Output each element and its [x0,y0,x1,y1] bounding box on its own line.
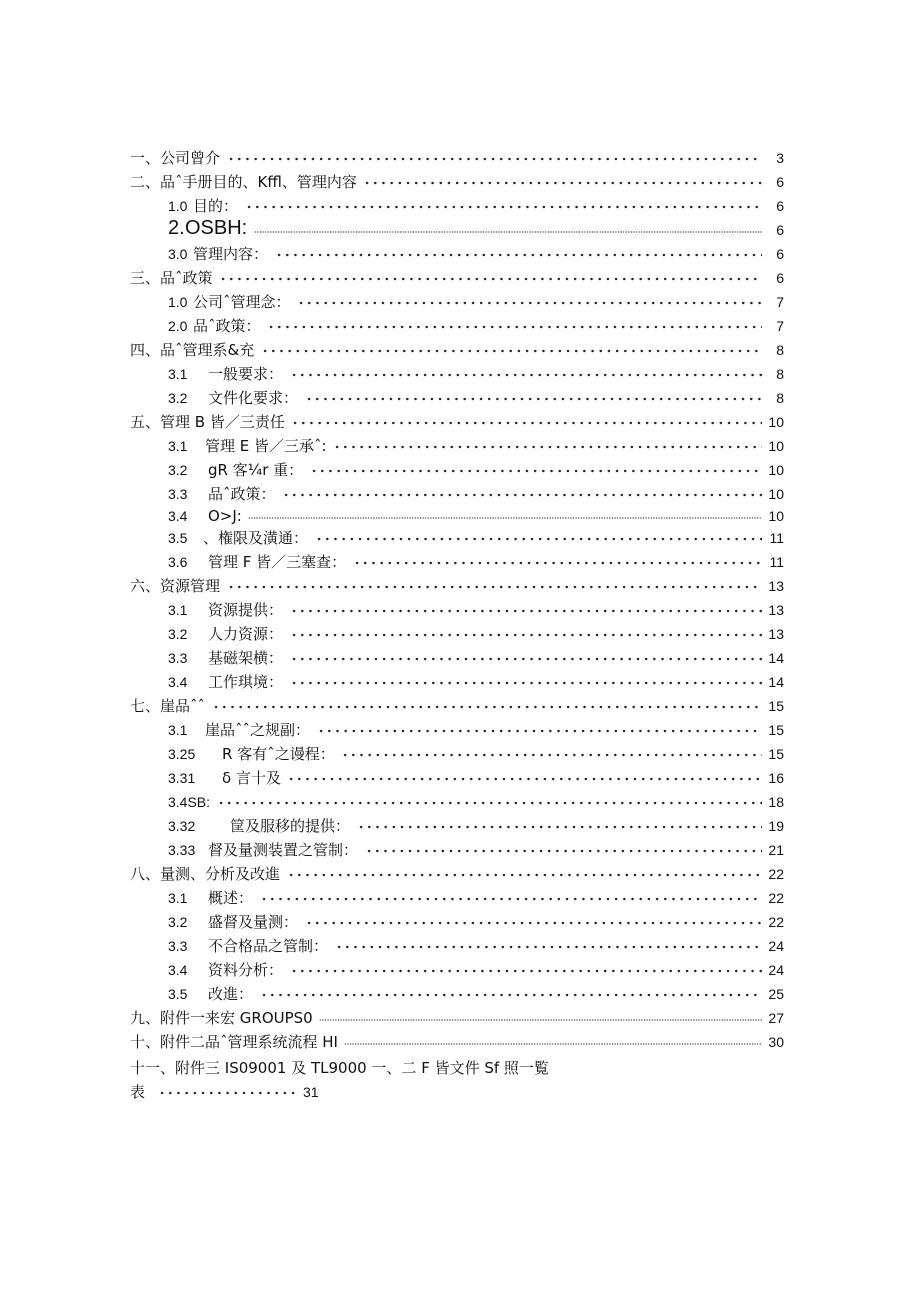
leader-dots [353,561,762,565]
toc-entry [0,959,920,981]
leader-dots [290,681,762,685]
toc-entry [0,243,920,265]
toc-entry-number: 3.1 [168,722,188,738]
toc-entry-title: 五、管理 B 皆／三责任 [130,413,285,431]
leader-dots [365,849,762,853]
toc-entry-title: 一、公司曾介 [130,149,221,167]
toc-entry-title: 三、品ˆ政策 [130,269,213,287]
toc-entry-page: 27 [768,1010,784,1026]
toc-entry-title: 六、资源管理 [130,577,221,595]
toc-entry-page: 22 [768,890,784,906]
toc-entry-page: 10 [768,438,784,454]
leader-dots [267,325,762,329]
toc-entry [0,767,920,789]
toc-entry-title: δ 言十及 [222,769,281,787]
toc-entry-number: 3.1 [168,438,188,454]
toc-entry-title: 筐及服移的提供： [230,817,351,835]
toc-entry-title: 品ˆ政策： [193,317,261,335]
toc-entry-page: 6 [776,174,784,190]
leader-dots [341,753,762,757]
toc-entry-number: 3.5 [168,530,188,546]
toc-entry [0,815,920,837]
toc-entry [0,695,920,717]
toc-entry-title: gR 客¼r 重： [208,461,304,479]
toc-entry-title: O>J: [208,507,242,525]
toc-entry-title: 公司ˆ管理念： [193,293,291,311]
toc-entry [0,551,920,573]
leader-dots [275,253,762,257]
toc-entry-page: 6 [776,198,784,214]
toc-entry-number: 3.2 [168,626,188,642]
toc-entry-number: 3.1 [168,366,188,382]
toc-entry-number: 3.25 [168,746,196,762]
toc-entry-number: 2. [168,217,185,239]
toc-entry-number: 3.6 [168,554,188,570]
toc-entry [0,719,920,741]
toc-entry-number: 3.31 [168,770,196,786]
leader-dots [290,657,762,661]
leader-dots [254,230,762,234]
toc-entry-page: 6 [776,270,784,286]
toc-entry-title: 十、附件二品ˆ管理系统流程 HI [130,1033,338,1051]
toc-entry [0,291,920,313]
toc-entry-page: 3 [776,150,784,166]
leader-dots [357,825,762,829]
toc-entry-number: 3.33 [168,842,196,858]
toc-entry-title: 文件化要求： [208,389,299,407]
toc-entry-title: 四、品ˆ管理系&充 [130,341,255,359]
leader-dots [219,277,762,281]
toc-entry [0,171,920,193]
toc-entry [0,791,920,813]
toc-entry-number: 3.2 [168,914,188,930]
toc-entry-page: 14 [768,674,784,690]
toc-entry [0,483,920,505]
toc-entry [0,147,920,169]
toc-entry-number: 3.3 [168,486,188,502]
toc-entry-title: 目的： [193,197,239,215]
toc-entry-title: 一般要求： [208,365,284,383]
toc-entry-page: 8 [776,342,784,358]
toc-entry [0,505,920,527]
leader-dots [158,1091,300,1095]
toc-entry-page: 7 [776,318,784,334]
toc-entry-page: 14 [768,650,784,666]
toc-entry [0,599,920,621]
toc-entry-page: 8 [776,366,784,382]
toc-entry-page: 8 [776,390,784,406]
toc-entry [0,527,920,549]
leader-dots [315,537,762,541]
leader-dots [335,945,762,949]
toc-entry-title: 不合格品之管制： [208,937,329,955]
toc-entry-page: 11 [769,530,784,546]
toc-entry-page: 13 [768,602,784,618]
leader-dots [297,301,762,305]
leader-dots [227,157,762,161]
leader-dots [282,493,762,497]
toc-entry-title: 、権限及潢通： [203,529,309,547]
toc-entry [0,435,920,457]
toc-entry [0,743,920,765]
toc-entry [0,887,920,909]
toc-entry-number: 3.4SB: [168,794,211,810]
toc-entry-title: 工作琪境： [208,673,284,691]
toc-entry [0,863,920,885]
leader-dots [245,205,762,209]
toc-entry-title: 督及量测装置之管制： [208,841,359,859]
toc-entry [0,671,920,693]
toc-entry-title: 改進： [208,985,254,1003]
leader-dots [305,921,762,925]
toc-entry-title: 资源提供： [208,601,284,619]
leader-dots [212,705,762,709]
toc-entry-page: 22 [768,914,784,930]
toc-entry-number: 3.5 [168,986,188,1002]
toc-entry-number: 3.2 [168,390,188,406]
leader-dots [287,777,762,781]
toc-entry-number: 3.1 [168,890,188,906]
toc-entry-title: 管理 F 皆／三塞查： [208,553,347,571]
leader-dots [333,445,762,449]
toc-entry [0,459,920,481]
leader-dots [227,585,762,589]
toc-entry [0,983,920,1005]
toc-entry [0,623,920,645]
toc-entry-page: 19 [768,818,784,834]
toc-entry [0,195,920,217]
toc-entry [0,911,920,933]
leader-dots [261,349,762,353]
leader-dots [319,1018,762,1022]
toc-entry-page: 7 [776,294,784,310]
toc-entry-page: 6 [776,222,784,238]
leader-dots [217,801,762,805]
toc-entry-page: 30 [768,1034,784,1050]
toc-entry-page: 15 [768,746,784,762]
toc-entry-page: 15 [768,698,784,714]
toc-entry-page: 13 [768,578,784,594]
toc-entry-number: 2.0 [168,318,188,334]
leader-dots [260,993,762,997]
toc-entry-page: 24 [768,938,784,954]
toc-entry [0,647,920,669]
toc-entry-title: 人力资源： [208,625,284,643]
toc-entry-title: 概述： [208,889,254,907]
toc-entry-page: 10 [768,486,784,502]
toc-entry-number: 3.3 [168,938,188,954]
toc-entry-page: 18 [768,794,784,810]
toc-entry-page: 25 [768,986,784,1002]
toc-entry-title: R 客有ˆ之谩程： [222,745,335,763]
toc-entry-title: 基磁架横： [208,649,284,667]
toc-entry-page: 15 [768,722,784,738]
toc-entry-title: 品ˆ政策： [208,485,276,503]
toc-entry-page: 10 [768,462,784,478]
toc-entry-number: 3.4 [168,962,188,978]
toc-entry [0,387,920,409]
leader-dots [290,633,762,637]
leader-dots [344,1042,762,1046]
toc-entry-number: 3.32 [168,818,196,834]
toc-entry-title: 资料分析： [208,961,284,979]
toc-entry-page: 6 [776,246,784,262]
leader-dots [248,516,762,520]
leader-dots [287,873,762,877]
leader-dots [290,609,762,613]
toc-entry [0,1007,920,1029]
toc-entry-page: 10 [768,508,784,524]
toc-entry [0,219,920,241]
leader-dots [310,469,762,473]
toc-entry-number: 3.2 [168,462,188,478]
toc-entry [0,935,920,957]
toc-entry-page: 21 [768,842,784,858]
toc-entry [0,315,920,337]
leader-dots [290,373,762,377]
toc-entry-number: 3.4 [168,674,188,690]
toc-entry-title: 九、附件一来宏 GROUPS0 [130,1009,313,1027]
leader-dots [290,969,762,973]
leader-dots [317,729,762,733]
toc-entry-title: 七、崖品ˆˆ [130,697,206,715]
toc-entry [0,267,920,289]
toc-entry-number: 1.0 [168,198,188,214]
toc-entry-page: 22 [768,866,784,882]
toc-entry-title: 崖品ˆˆ之规副： [205,721,311,739]
toc-entry-number: 3.4 [168,508,188,524]
toc-entry [0,411,920,433]
toc-entry [0,575,920,597]
toc-entry-page: 24 [768,962,784,978]
toc-entry [0,839,920,861]
toc-entry-number: 3.3 [168,650,188,666]
toc-entry [0,363,920,385]
leader-dots [260,897,762,901]
toc-entry-number: 1.0 [168,294,188,310]
toc-entry-title: 管理 E 皆／三承ˆ: [205,437,327,455]
toc-entry-title: 二、品ˆ手册目的、Kffl、管理内容 [130,173,357,191]
toc-entry-page: 11 [769,554,784,570]
toc-entry-title: 管理内容： [193,245,269,263]
toc-entry-title: 表 [130,1083,146,1101]
leader-dots [363,181,762,185]
toc-entry-page: 13 [768,626,784,642]
toc-entry [0,1031,920,1053]
toc-entry-page: 16 [768,770,784,786]
toc-entry-number: 3.0 [168,246,188,262]
toc-entry-page: 31 [303,1084,319,1100]
toc-entry-title: 八、量测、分析及改進 [130,865,281,883]
toc-entry-page: 10 [768,414,784,430]
leader-dots [291,421,762,425]
toc-entry-number: 3.1 [168,602,188,618]
toc-entry-title: 盛督及量测： [208,913,299,931]
toc-entry-title: OSBH: [185,217,248,239]
toc-entry [0,339,920,361]
leader-dots [305,397,762,401]
toc-entry-title: 十一、附件三 IS09001 及 TL9000 一、二 F 皆文件 Sf 照一覧 [130,1059,549,1077]
